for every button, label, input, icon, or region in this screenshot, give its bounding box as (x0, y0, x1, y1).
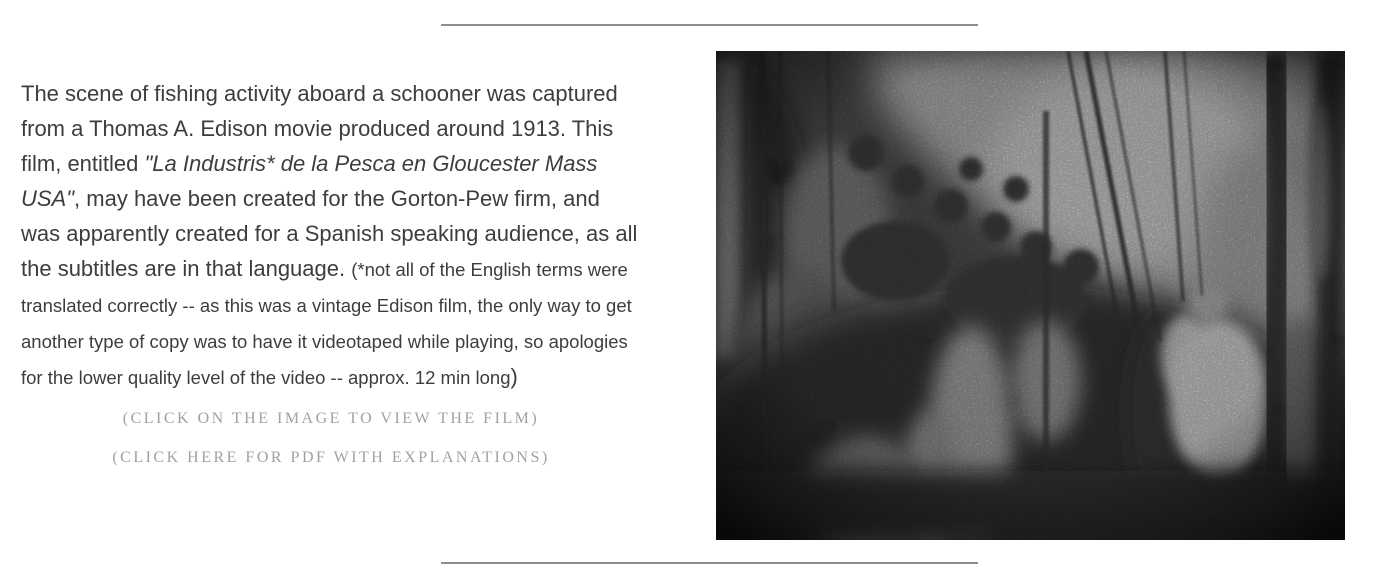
links-block (21, 399, 641, 477)
view-film-link[interactable]: (CLICK ON THE IMAGE TO VIEW THE FILM) (122, 410, 540, 427)
paragraph-intro: The scene of fishing activity aboard a schooner was captured from a Thomas A. Edison movie produced around 1913. This film, entitled (21, 81, 618, 176)
paragraph-footnote: (*not all of the English terms were translated correctly -- as this was a vintage Edison film, the only way to get another type of copy was to have it videotaped while playing, so apologies for the lower quality level of the video -- approx. 12 min long (21, 259, 632, 388)
paragraph-after-title: , may have been created for the Gorton-Pew firm, and was apparently created for a Spanish speaking audience, as all the subtitles are in that language. (21, 186, 638, 281)
film-still-art (716, 51, 1345, 540)
bottom-divider (441, 562, 978, 564)
pdf-explanations-link[interactable]: (CLICK HERE FOR PDF WITH EXPLANATIONS) (112, 449, 550, 466)
article-paragraph (21, 76, 641, 395)
article-text-column (21, 76, 641, 477)
top-divider (441, 24, 978, 26)
film-still-image[interactable] (716, 51, 1345, 540)
film-title-text: "La Industris* de la Pesca en Gloucester Mass USA" (21, 151, 598, 211)
footnote-close-paren: ) (510, 364, 518, 389)
